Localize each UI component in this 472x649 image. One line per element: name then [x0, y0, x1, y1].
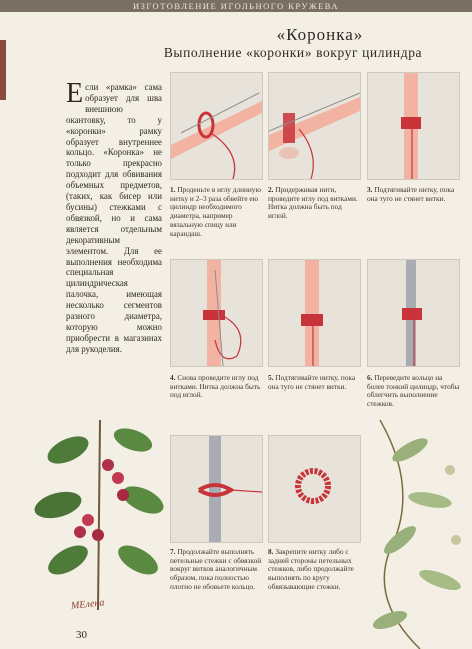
step-2-caption — [268, 186, 362, 221]
page-edge-marker — [0, 40, 6, 100]
vine-illustration — [360, 410, 472, 649]
step-5-caption — [268, 374, 362, 391]
step-4-photo — [170, 259, 263, 367]
step-5-text: Подтягивайте нитку, пока она туго не стянет витки. — [268, 373, 356, 391]
step-6-text: Переведите кольцо на более тонкий цилиндр, чтобы облегчить выполнение стежков. — [367, 373, 460, 409]
dropcap: Е — [66, 78, 84, 109]
page-subtitle: Выполнение «коронки» вокруг цилиндра — [163, 45, 423, 60]
step-2-number: 2. — [268, 185, 274, 194]
step-6-photo — [367, 259, 460, 367]
intro-paragraph — [66, 78, 162, 355]
artist-signature: МЕлена — [70, 597, 105, 612]
step-8-caption — [268, 548, 362, 592]
intro-text: сли «рамка» сама образует для шва внешнюю окантовку, то у «коронки» рамку образует внутреннее кольцо. «Коронка» не только прекрасно подходит для обвивания объемных предметов, (таких, как бисер или бусины) стежками с обвязкой, но и сама является отдельным декоративным элементом. Для ее выполнения необходима специальная цилиндрическая палочка, имеющая несколько сегментов разного диаметра, которую можно приобрести в магазинах для рукоделия. — [66, 82, 162, 354]
step-6-number: 6. — [367, 373, 373, 382]
step-7-text: Продолжайте выполнять петельные стежки с обвязкой вокруг витков аналогичным образом, пока полностью плотно не обовьете кольцо. — [170, 547, 262, 591]
step-1-caption — [170, 186, 264, 238]
step-5-number: 5. — [268, 373, 274, 382]
step-1-text: Проденьте в иглу длинную нитку и 2–3 раза обвейте ею цилиндр необходимого диаметра, например вязальную спицу или карандаш. — [170, 185, 261, 238]
step-3-text: Подтягивайте нитку, пока она туго не стянет витки. — [367, 185, 455, 203]
step-2-text: Придерживая нити, проведите иглу под витками. Нитка должна быть под иглой. — [268, 185, 358, 221]
step-7-caption — [170, 548, 264, 592]
page-title: «Коронка» — [276, 25, 364, 44]
step-3-caption — [367, 186, 461, 203]
step-7-number: 7. — [170, 547, 176, 556]
step-6-caption — [367, 374, 461, 409]
step-8-photo — [268, 435, 361, 543]
step-7-photo — [170, 435, 263, 543]
step-8-text: Закрепите нитку либо с задней стороны петельных стежков, либо продолжайте выполнять по кругу обвязывающие стежки. — [268, 547, 354, 591]
step-3-number: 3. — [367, 185, 373, 194]
step-4-caption — [170, 374, 264, 400]
step-1-photo — [170, 72, 263, 180]
step-5-photo — [268, 259, 361, 367]
step-2-photo — [268, 72, 361, 180]
step-4-text: Снова проведите иглу под витками. Нитка должна быть под иглой. — [170, 373, 261, 400]
raspberry-illustration — [28, 410, 178, 620]
section-header-bar — [0, 0, 472, 12]
section-title: ИЗГОТОВЛЕНИЕ ИГОЛЬНОГО КРУЖЕВА — [132, 1, 340, 11]
step-8-number: 8. — [268, 547, 274, 556]
step-1-number: 1. — [170, 185, 176, 194]
step-3-photo — [367, 72, 460, 180]
page-number: 30 — [76, 629, 87, 641]
step-4-number: 4. — [170, 373, 176, 382]
